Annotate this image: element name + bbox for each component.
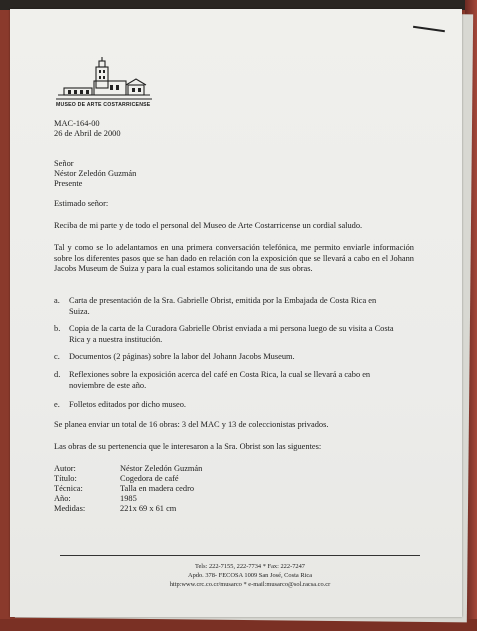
letter-date: 26 de Abril de 2000 xyxy=(54,129,121,138)
list-marker: b. xyxy=(54,324,61,333)
artwork-row xyxy=(54,474,254,484)
artwork-label: Año: xyxy=(54,494,71,503)
footer-phones: Tels: 222-7155, 222-7734 * Fax: 222-7247 xyxy=(195,563,305,570)
list-item-text: Copia de la carta de la Curadora Gabrielle Obrist enviada a mi persona luego de su visita a Costa Rica y a nuestra institución. xyxy=(69,324,394,344)
works-intro: Las obras de su pertenencia que le interesaron a la Sra. Obrist son las siguentes: xyxy=(54,442,322,451)
recipient-name: Néstor Zeledón Guzmán xyxy=(54,169,137,178)
list-item xyxy=(54,400,414,412)
list-marker: a. xyxy=(54,296,60,305)
artwork-row xyxy=(54,494,254,504)
greeting: Estimado señor: xyxy=(54,199,109,208)
recipient-salutation: Señor xyxy=(54,159,74,168)
plan-paragraph: Se planea enviar un total de 16 obras: 3 del MAC y 13 de coleccionistas privados. xyxy=(54,420,329,429)
recipient-presente: Presente xyxy=(54,179,83,188)
artwork-value: 1985 xyxy=(120,494,137,503)
list-item-text: Documentos (2 páginas) sobre la labor del Johann Jacobs Museum. xyxy=(69,352,295,361)
list-marker: d. xyxy=(54,370,61,379)
artwork-label: Título: xyxy=(54,474,77,483)
list-marker: c. xyxy=(54,352,60,361)
reference-code: MAC-164-00 xyxy=(54,119,100,128)
list-item xyxy=(54,370,414,392)
list-item-text: Folletos editados por dicho museo. xyxy=(69,400,187,409)
list-item-text: Carta de presentación de la Sra. Gabrielle Obrist, emitida por la Embajada de Costa Rica en Suiza. xyxy=(69,296,377,316)
artwork-value: Néstor Zeledón Guzmán xyxy=(120,464,203,473)
artwork-label: Autor: xyxy=(54,464,76,473)
body-paragraph: Tal y como se lo adelantamos en una primera conversación telefónica, me permito enviarle información sobre los diferentes pasos que se han dado en relación con la exposición que se llevará a cabo en el Johann Jacobs Museum de Suiza y para la cual estamos solicitando una de sus obras. xyxy=(54,243,414,274)
artwork-label: Técnica: xyxy=(54,484,83,493)
footer-contact: http:www.crc.co.cr/musarco * e-mail:musarco@sol.racsa.co.cr xyxy=(169,581,331,588)
artwork-row xyxy=(54,464,254,474)
footer-address: Apdo. 378- FECOSA 1009 San José, Costa Rica xyxy=(187,572,313,579)
list-marker: e. xyxy=(54,400,60,409)
artwork-row xyxy=(54,484,254,494)
logo-wordmark: MUSEO DE ARTE COSTARRICENSE xyxy=(56,102,151,108)
artwork-label: Medidas: xyxy=(54,504,86,513)
letter-page xyxy=(10,9,462,617)
list-item xyxy=(54,296,414,318)
artwork-row xyxy=(54,504,254,514)
list-item-text: Reflexiones sobre la exposición acerca del café en Costa Rica, la cual se llevará a cabo en noviembre de este año. xyxy=(69,370,371,390)
intro-paragraph: Reciba de mi parte y de todo el personal del Museo de Arte Costarricense un cordial saludo. xyxy=(54,221,363,230)
footer-divider xyxy=(60,555,420,556)
artwork-value: Talla en madera cedro xyxy=(120,484,195,493)
list-item xyxy=(54,324,414,346)
artwork-value: Cogedora de café xyxy=(120,474,179,483)
pen-mark xyxy=(413,26,445,32)
artwork-value: 221x 69 x 61 cm xyxy=(120,504,177,513)
list-item xyxy=(54,352,414,364)
